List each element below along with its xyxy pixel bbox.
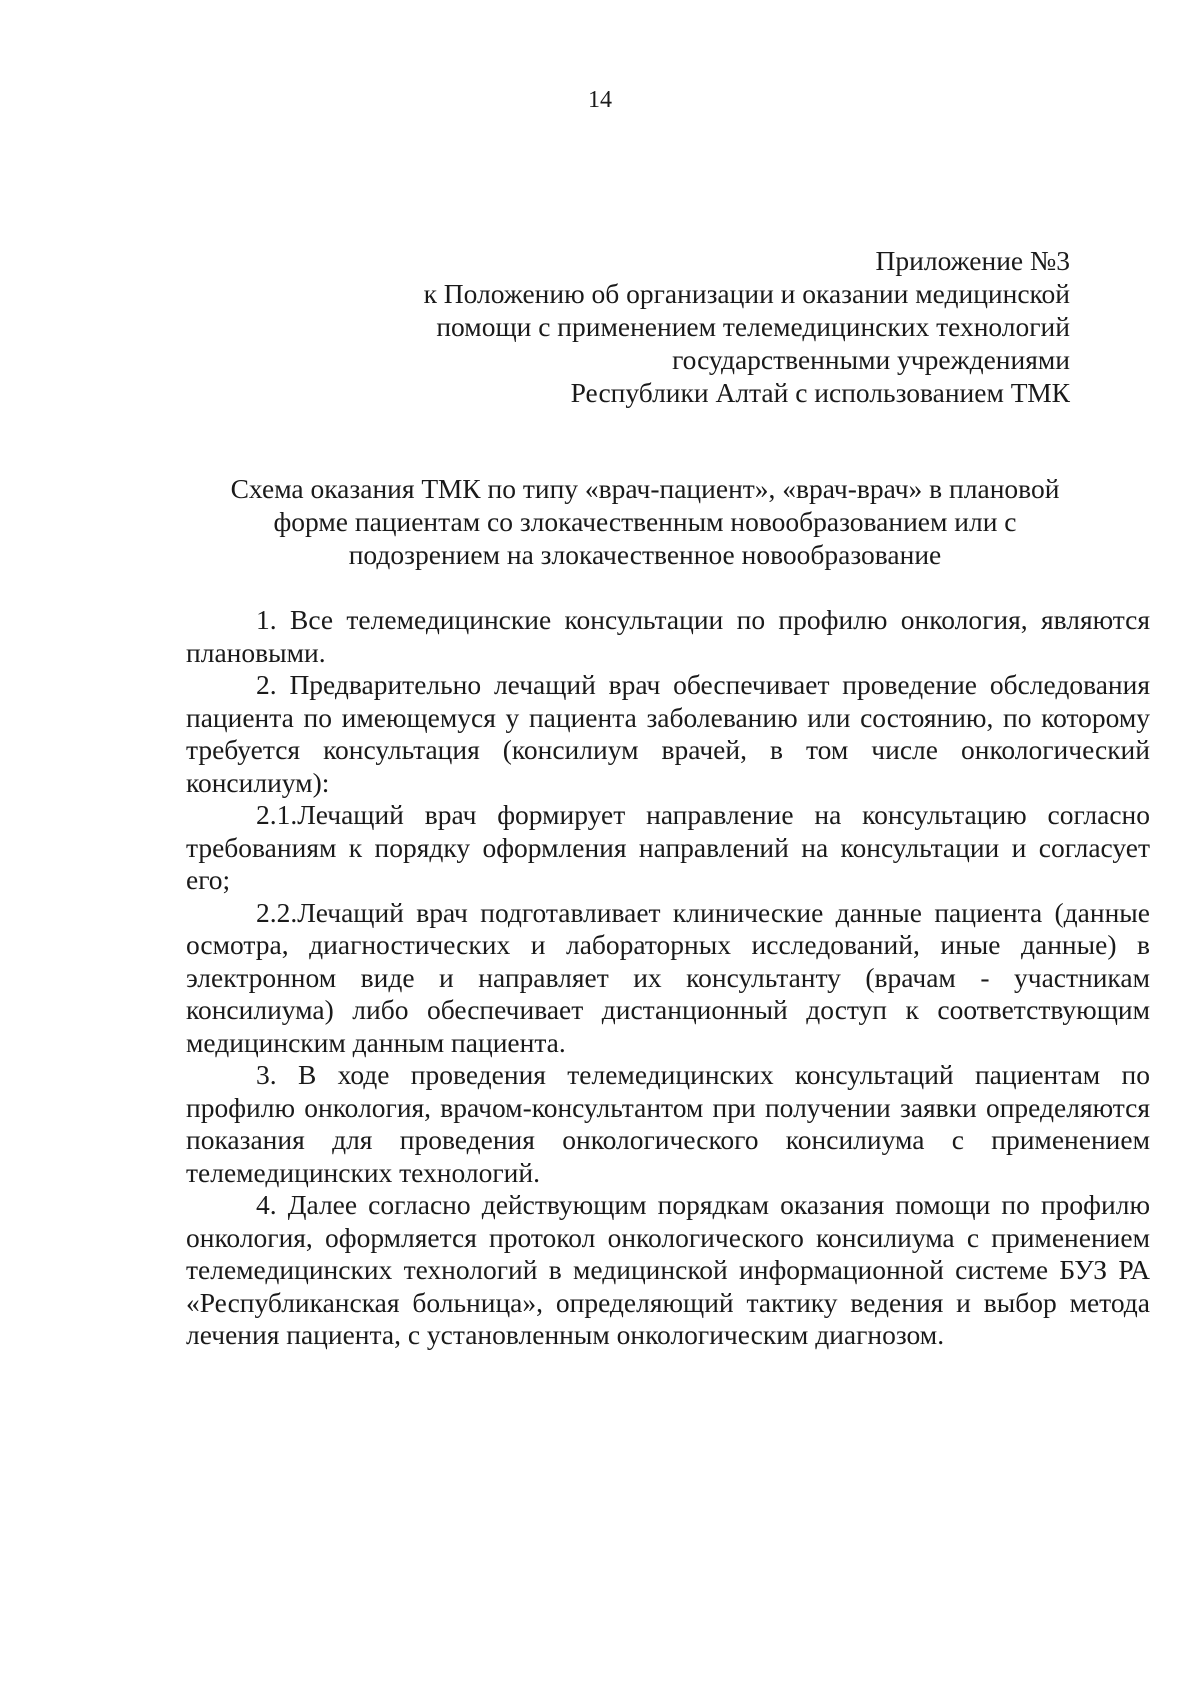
paragraph-2: 2. Предварительно лечащий врач обеспечивает проведение обследования пациента по имеющемуся у пациента заболеванию или состоянию, по которому требуется консультация (консилиум врачей, в том числе онкологический консилиум): [186,669,1150,798]
appendix-line: помощи с применением телемедицинских технологий [436,311,1070,342]
appendix-line: к Положению об организации и оказании медицинской [423,278,1070,309]
paragraph-4: 4. Далее согласно действующим порядкам оказания помощи по профилю онкология, оформляется протокол онкологического консилиума с применением телемедицинских технологий в медицинской информационной системе БУЗ РА «Республиканская больница», определяющий тактику ведения и выбор метода лечения пациента, с установленным онкологическим диагнозом. [186,1189,1150,1350]
title-line: подозрением на злокачественное новообразование [348,539,942,570]
title-line: Схема оказания ТМК по типу «врач-пациент», «врач-врач» в плановой [230,473,1060,504]
paragraph-2-1: 2.1.Лечащий врач формирует направление на консультацию согласно требованиям к порядку оформления направлений на консультации и согласует его; [186,799,1150,895]
appendix-line: Приложение №3 [875,245,1070,276]
paragraph-1: 1. Все телемедицинские консультации по профилю онкология, являются плановыми. [186,604,1150,668]
appendix-header [310,244,1070,409]
paragraph-2-2: 2.2.Лечащий врач подготавливает клинические данные пациента (данные осмотра, диагностических и лабораторных исследований, иные данные) в электронном виде и направляет их консультанту (врачам - участникам консилиума) либо обеспечивает дистанционный доступ к соответствующим медицинским данным пациента. [186,896,1150,1058]
title-line: форме пациентам со злокачественным новообразованием или с [273,506,1017,537]
page-number: 14 [588,87,612,113]
paragraph-3: 3. В ходе проведения телемедицинских консультаций пациентам по профилю онкология, врачом-консультантом при получении заявки определяются показания для проведения онкологического консилиума с применением телемедицинских технологий. [186,1059,1150,1188]
appendix-line: государственными учреждениями [672,344,1070,375]
document-body [186,604,1150,1352]
document-title [180,472,1110,571]
appendix-line: Республики Алтай с использованием ТМК [570,377,1070,408]
